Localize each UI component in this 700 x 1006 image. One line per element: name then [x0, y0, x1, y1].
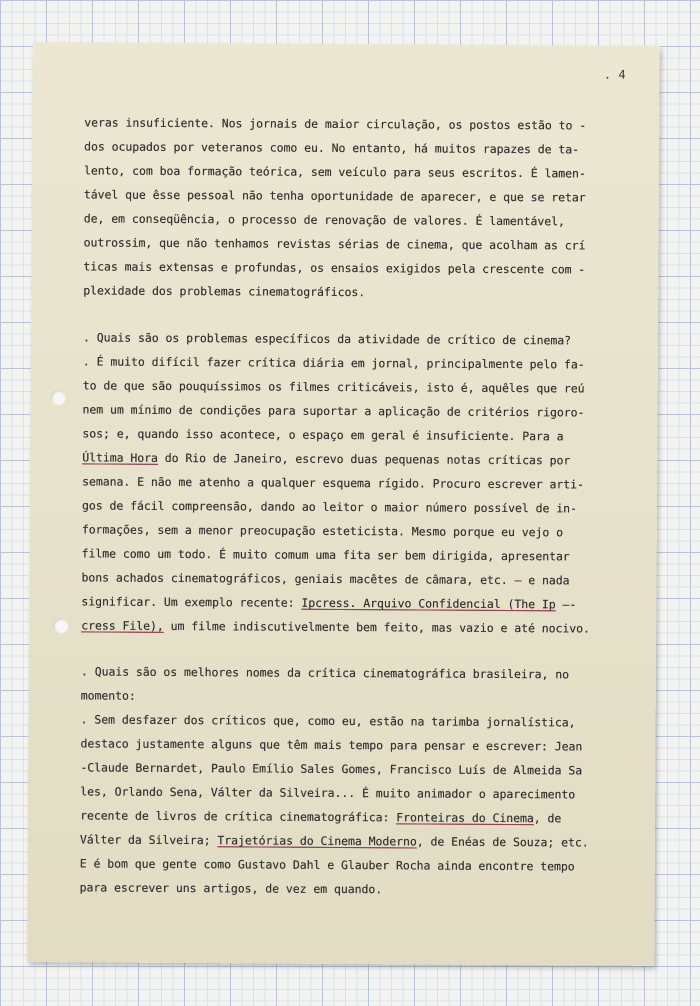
- text-line: . Sem desfazer dos críticos que, como eu, estão na tarimba jornalística,: [80, 712, 576, 730]
- text-line: [80, 827, 589, 854]
- typewritten-page: [27, 42, 660, 966]
- text-line: de, em conseqüência, o processo de renovação de valores. É lamentável,: [83, 211, 565, 229]
- punch-hole: [51, 390, 66, 405]
- text-line: filme como um todo. É muito comum uma fita ser bem dirigida, apresentar: [81, 546, 570, 564]
- text-span: do Rio de Janeiro, escrevo duas pequenas notas críticas por: [157, 450, 571, 468]
- text-line: para escrever uns artigos, de vez em quando.: [79, 880, 383, 897]
- text-line: nem um mínimo de condições para suportar a aplicação de critérios rigoro-: [82, 402, 585, 420]
- page-number: . 4: [603, 67, 626, 82]
- book-title: Fronteiras do Cinema: [396, 810, 534, 826]
- text-line: ticas mais extensas e profundas, os ensaios exigidos pela crescente com -: [83, 259, 586, 277]
- text-line: E é bom que gente como Gustavo Dahl e Glauber Rocha ainda encontre tempo: [79, 856, 575, 874]
- text-line: plexidade dos problemas cinematográficos.: [83, 283, 366, 300]
- text-line: dos ocupados por veteranos como eu. No entanto, há muitos rapazes de ta-: [84, 139, 580, 157]
- question-text: . Quais são os problemas específicos da atividade de crítico de cinema?: [82, 330, 572, 348]
- text-line: . É muito difícil fazer crítica diária em jornal, principalmente pelo fa-: [82, 354, 585, 372]
- text-line: to de que são pouquíssimos os filmes criticáveis, isto é, aquêles que reú: [82, 378, 585, 396]
- text-line: les, Orlando Sena, Válter da Silveira... É muito animador o aparecimento: [80, 784, 576, 802]
- film-title: cress File),: [81, 618, 164, 633]
- text-span: —-: [555, 597, 577, 612]
- text-span: recente de livros de crítica cinematográfica:: [80, 808, 397, 825]
- text-line: [80, 803, 589, 830]
- text-span: , de Enéas de Souza; etc.: [416, 834, 589, 850]
- text-line: gos de fácil compreensão, dando ao leitor o maior número possível de in-: [81, 498, 577, 516]
- question-text: . Quais são os melhores nomes da crítica cinematográfica brasileira, no: [80, 664, 570, 682]
- text-line: [82, 445, 591, 472]
- book-title: Trajetórias do Cinema Moderno: [217, 833, 417, 849]
- text-span: significar. Um exemplo recente:: [81, 594, 302, 610]
- question-1: [83, 325, 571, 352]
- text-line: outrossim, que não tenhamos revistas sérias de cinema, que acolham as crí: [83, 235, 586, 253]
- text-line: bons achados cinematográficos, geniais macêtes de câmara, etc. — e nada: [81, 570, 570, 588]
- paragraph-1: [83, 110, 586, 305]
- text-line: -Claude Bernardet, Paulo Emílio Sales Gomes, Francisco Luís de Almeida Sa: [80, 760, 583, 778]
- text-line: destaco justamente alguns que têm mais tempo para pensar e escrever: Jean: [80, 736, 583, 754]
- question-text: momento:: [80, 688, 136, 703]
- answer-2: [80, 707, 590, 902]
- text-span: um filme indiscutivelmente bem feito, mas vazio e até nocivo.: [163, 618, 590, 636]
- film-title: Ipcress. Arquivo Confidencial (The Ip: [301, 595, 556, 612]
- text-span: , de: [533, 811, 562, 826]
- text-line: [81, 613, 590, 640]
- text-line: formações, sem a menor preocupação esteticista. Mesmo porque eu vejo o: [81, 522, 564, 540]
- text-line: semana. E não me atenho a qualquer esquema rígido. Procuro escrever arti-: [82, 474, 584, 492]
- text-line: sos; e, quando isso acontece, o espaço em geral é insuficiente. Para a: [82, 426, 564, 444]
- punch-hole: [53, 618, 68, 633]
- newspaper-title: Última Hora: [82, 450, 158, 465]
- answer-1: [81, 349, 591, 640]
- text-line: [81, 589, 590, 616]
- question-2: [81, 659, 569, 710]
- text-line: tável que êsse pessoal não tenha oportunidade de aparecer, e que se retar: [83, 187, 586, 205]
- text-line: lento, com boa formação teórica, sem veículo para seus escritos. É lamen-: [83, 163, 586, 181]
- text-line: veras insuficiente. Nos jornais de maior circulação, os postos estão to -: [84, 115, 587, 133]
- text-span: Válter da Silveira;: [79, 832, 218, 848]
